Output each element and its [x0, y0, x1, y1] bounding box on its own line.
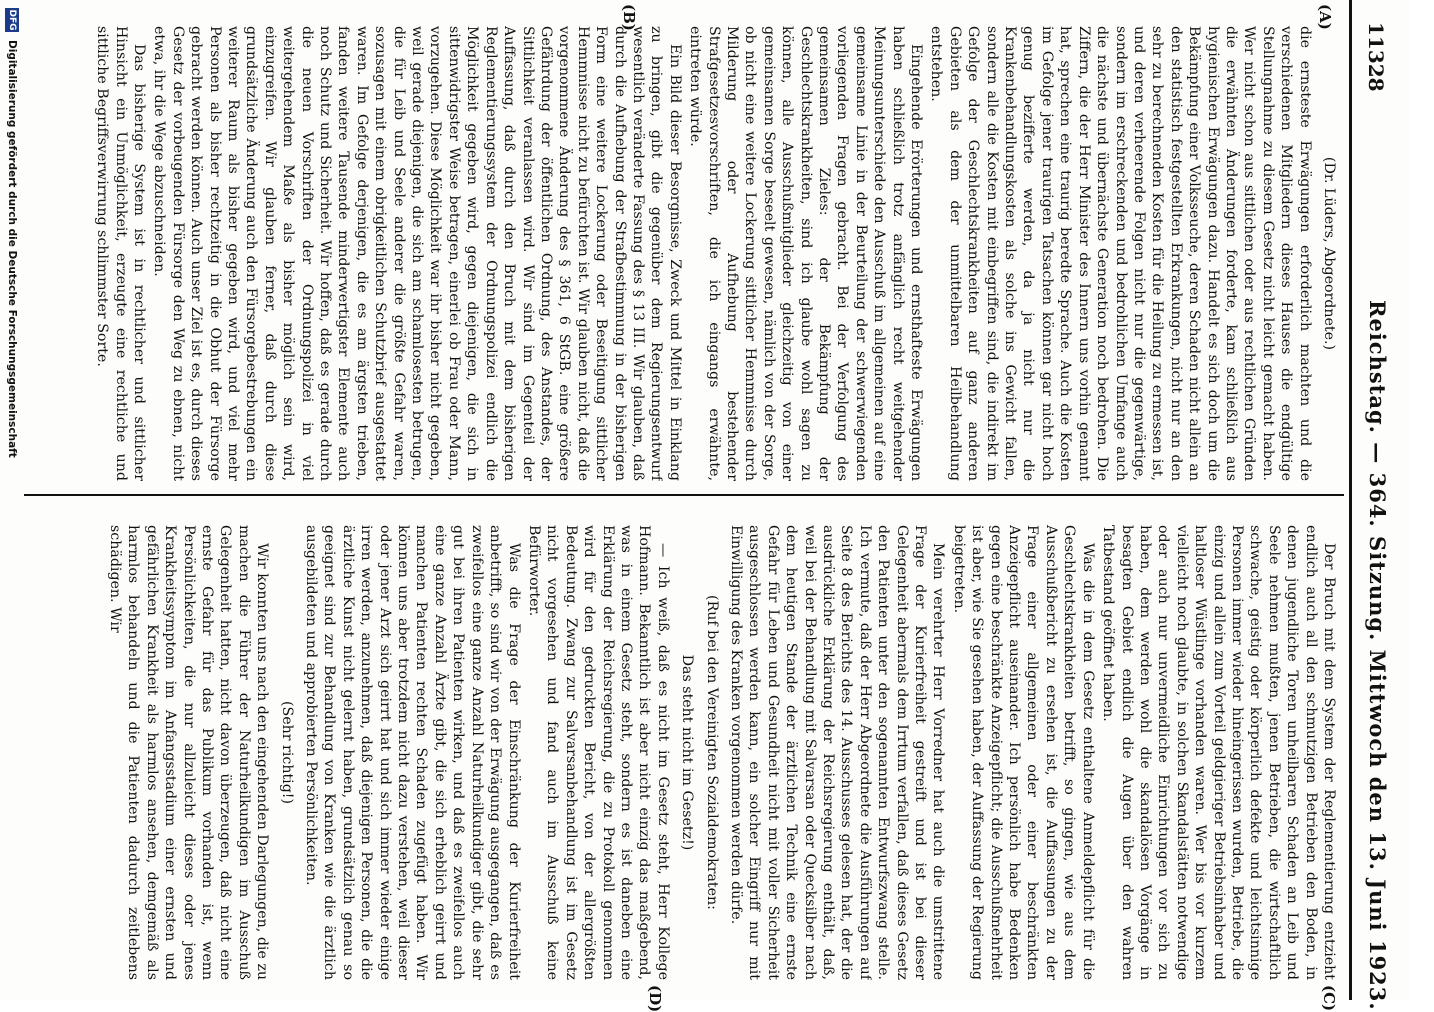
- interjection: Das steht nicht im Gesetz!): [679, 654, 696, 851]
- paragraph: die ernsteste Erwägungen erforderlich machten und die verschiedenen Mitgliedern dieses Hauses die endgültige Stellungnahme zu diesem Gesetz nicht leicht gemacht haben. Wer nicht schon aus sittlichen oder aus rechtlichen Gründen die erwähnten Änderungen forderte, kam schließlich aus hygienischen Erwägungen dazu. Handelt es sich doch um die Bekämpfung einer Volksseuche, deren Schaden nicht allein an den statistisch festgestellten Erkrankungen, nicht nur an den sehr zu berechnenden Kosten für die Heilung zu ermessen ist, und deren verheerende Folgen nicht nur die gegenwärtige, sondern im erschreckenden und bedrohlichen Umfange auch die nächste und übernächste Generation noch bedrohen. Die Ziffern, die der Herr Minister des Innern uns vorhin genannt hat, sprechen eine traurig beredte Sprache. Auch die Kosten im Gefolge jener traurigen Tatsachen können gar nicht hoch genug bezifferte werden, da ja nicht nur die Krankenbehandlungskosten als solche ins Gewicht fallen, sondern alle die Kosten mit einbegriffen sind, die indirekt im Gefolge der Geschlechtskrankheiten auf ganz anderen Gebieten als dem der unmittelbaren Heilbehandlung entstehen.: [928, 26, 1313, 481]
- paragraph: — Ich weiß, daß es nicht im Gesetz steht, Herr Kollege Hofmann. Bekanntlich ist aber nicht einzig das maßgebend, was in einem Gesetz steht, sondern es ist daneben eine Erklärung der Reichsregierung, die zu Protokoll genommen wird für den gedruckten Bericht, von der allergrößten Bedeutung. Zwang zur Salvarsanbehandlung ist im Gesetz nicht vorgesehen und fand auch im Ausschuß keine Befürworter.: [525, 525, 671, 980]
- paragraph: Eingehende Erörterungen und ernsthafteste Erwägungen haben schließlich trotz anfänglich recht weitgehender Meinungsunterschiede den Ausschuß im allgemeinen auf eine gemeinsame Linie in der Beurteilung der schwerwiegenden vorliegenden Fragen gebracht. Bei der Verfolgung des gemeinsamen Zieles: der Bekämpfung der Geschlechtskrankheiten, sind ich glaube wohl sagen zu können, alle Ausschußmitglieder gleichzeitig von einer gemeinsamen Sorge beseelt gewesen, nämlich von der Sorge, ob nicht eine weitere Lockerung sittlicher Hemmnisse durch Milderung oder Aufhebung bestehender Strafgesetzesvorschriften, die ich eingangs erwähnte, eintreten würde.: [687, 26, 925, 481]
- paragraph: Was die Frage der Einschränkung der Kurierfreiheit anbetrifft, so sind wir von der Erwägung ausgegangen, daß es zweifellos eine ganze Anzahl Naturheilkundiger gibt, die sehr gut bei ihren Patienten wirken, und daß es zweifellos auch eine ganze Anzahl Ärzte gibt, die sich erheblich geirrt und manchen Patienten rechten Schaden zugefügt haben. Wir können uns aber trotzdem nicht dazu verstehen, weil dieser oder jener Arzt sich geirrt hat und sich immer wieder einige irren werden, anzunehmen, daß diejenigen Personen, die die ärztliche Kunst nicht gelernt haben, grundsätzlich genau so geeignet sind zur Behandlung von Kranken wie die ärztlich ausgebildeten und approbierten Persönlichkeiten.: [303, 525, 522, 980]
- left-column: [28, 26, 1338, 481]
- paragraph: Was die in dem Gesetz enthaltene Anmeldepflicht für die Geschlechtskrankheiten betrifft, so gingen, wie aus dem Ausschußbericht zu ersehen ist, die Auffassungen zu der Frage einer allgemeinen oder einer beschränkten Anzeigepflicht auseinander. Ich persönlich habe Bedenken gegen eine beschränkte Anzeigepflicht; die Ausschußmehrheit ist aber, wie Sie gesehen haben, der Auffassung der Regierung beigetreten.: [950, 525, 1096, 980]
- margin-marker-d: (D): [646, 985, 664, 1012]
- footer: [0, 0, 20, 1000]
- paragraph: Mein verehrter Herr Vorredner hat auch die umstrittene Frage der Kurierfreiheit gestreift und ist bei dieser Gelegenheit abermals dem Irrtum verfallen, daß dieses Gesetz den Patienten unter den sogenannten Entwurfszwang stelle. Ich vermute, daß der Herr Abgeordnete die Ausführungen auf Seite 8 des Berichts des 14. Ausschusses gelesen hat, der die ausdrückliche Erklärung der Reichsregierung enthält, daß, weil bei der Behandlung mit Salvarsan oder Quecksilber nach dem heutigen Stande der ärztlichen Technik eine ernste Gefahr für Leben und Gesundheit nicht mit voller Sicherheit ausgeschlossen werden kann, ein solcher Eingriff nur mit Einwilligung des Kranken vorgenommen werden dürfe.: [728, 525, 947, 980]
- paragraph: Ein Bild dieser Besorgnisse, Zweck und Mittel in Einklang zu bringen, gibt die gegenüber dem Regierungsentwurf wesentlich veränderte Fassung des § 13 III. Wir glauben, daß durch die Aufhebung der Strafbestimmung in der bisherigen Form eine weitere Lockerung oder Beseitigung sittlicher Hemmnisse nicht zu befürchten ist. Wir glauben nicht, daß die vorgenommene Änderung des § 361, 6 StGB. eine größere Gefährdung der öffentlichen Ordnung, des Anstandes, der Sittlichkeit veranlassen wird. Wir sind im Gegenteil der Auffassung, daß durch den Bruch mit dem bisherigen Reglementierungssystem der Ordnungspolizei endlich die Möglichkeit gegeben wird, gegen diejenigen, die sich in sittenwidrigster Weise betragen, einerlei ob Frau oder Mann, vorzugehen. Diese Möglichkeit war ihr bisher nicht gegeben, weil gerade diejenigen, die sich am schamlosesten betrugen, die für Leib und Seele anderer die größte Gefahr waren, sozusagen mit einem obrigkeitlichen Schutzbrief ausgestattet waren. Im Gefolge derjenigen, die es am ärgsten trieben, fanden weitere Tausende minderwertigster Elemente auch noch Schutz und Sicherheit. Wir hoffen, daß es gerade durch die neuen Vorschriften der Ordnungspolizei in viel weitergehendem Maße als bisher möglich sein wird, einzugreifen. Wir glauben ferner, daß durch diese grundsätzliche Änderung auch den Fürsorgebestrebungen ein weiterer Raum als bisher gegeben wird, und viel mehr Personen als bisher rechtzeitig in die Obhut der Fürsorge gebracht werden können. Auch unser Ziel ist es, durch dieses Gesetz der vorbeugenden Fürsorge den Weg zu ebnen, nicht etwa, ihr die Wege abzuschneiden.: [151, 26, 683, 481]
- dfg-logo-icon: DFG: [7, 9, 17, 31]
- margin-marker-a: (A): [1316, 4, 1334, 30]
- margin-marker-c: (C): [1320, 985, 1338, 1012]
- page-header: [1349, 0, 1392, 1011]
- margin-marker-b: (B): [620, 4, 638, 31]
- right-column: [28, 525, 1338, 980]
- funding-notice: Digitalisierung gefördert durch die Deutsche Forschungsgemeinschaft: [6, 40, 18, 458]
- page-title: Reichstag. — 364. Sitzung. Mittwoch den 13. Juni 1923.: [1365, 300, 1390, 1011]
- interjection: (Ruf bei den Vereinigten Sozialdemokraten:: [703, 595, 720, 910]
- column-divider: [24, 494, 1344, 496]
- page-number: 11328: [1364, 22, 1388, 92]
- interjection: (Sehr richtig!): [278, 700, 295, 805]
- speaker-line: (Dr. Lüders, Abgeordnete.): [1321, 156, 1337, 351]
- paragraph: Wir konnten uns nach den eingehenden Darlegungen, die zu machen die Führer der Naturheilkundigen im Ausschuß Gelegenheit hatten, nicht davon überzeugen, daß nicht eine ernste Gefahr für das Publikum vorhanden ist, wenn Persönlichkeiten, die nur allzuleicht dieses oder jenes Krankheitssymptom im Anfangsstadium einer ernsten und gefährlichen Krankheit als harmlos ansehen, demgemäß als harmlos behandeln und die Patienten dadurch zeitlebens schädigen. Wir: [107, 525, 271, 980]
- paragraph: Das bisherige System ist in rechtlicher und sittlicher Hinsicht ein Unmöglichkeit, erzeugte eine rechtliche und sittliche Begriffsverwirrung schlimmster Sorte.: [94, 26, 147, 481]
- paragraph: Der Bruch mit dem System der Reglementierung entzieht endlich auch all den schmutzigen Betrieben den Boden, in denen jugendliche Toren unheilbaren Schaden an Leib und Seele nehmen mußten, jenen Betrieben, die wirtschaftlich schwache, geistig oder körperlich defekte und leichtsinnige Personen immer wieder hineingerissen wurden, Betriebe, die einzig und allein zum Vorteil geldgieriger Betriebsinhaber und haltloser Wüstlinge vorhanden waren. Wer bis vor kurzem vielleicht noch glaubte, in solchen Skandalstätten notwendige oder auch nur unvermeidliche Einrichtungen vor sich zu haben, dem werden wohl die skandalösen Vorgänge in besagten Gebiet endlich die Augen über den wahren Tatbestand geöffnet haben.: [1100, 525, 1337, 980]
